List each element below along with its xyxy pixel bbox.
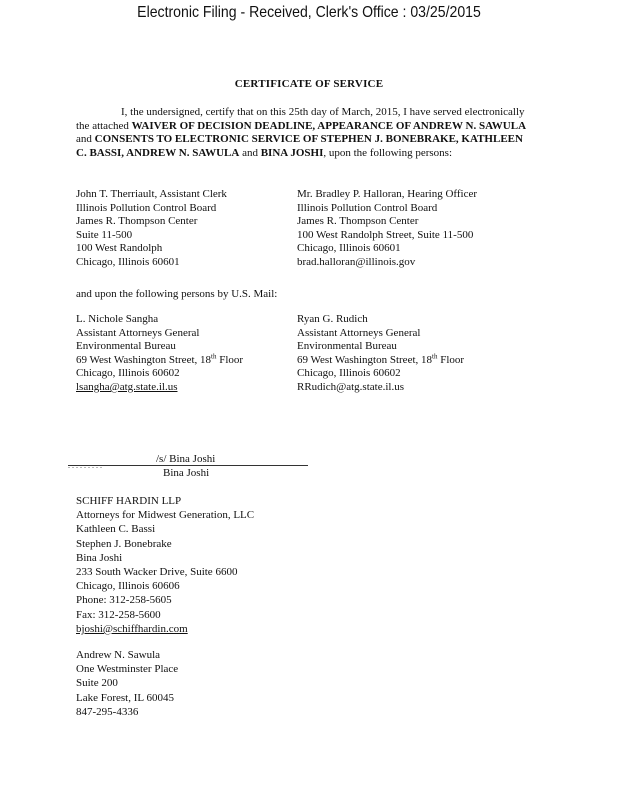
contact-line: Lake Forest, IL 60045 [76, 691, 174, 704]
intro-text-4: , upon the following persons: [323, 146, 453, 159]
address-line: Environmental Bureau [297, 340, 397, 353]
service-address-left [76, 188, 227, 270]
street-text: 69 West Washington Street, 18 [76, 353, 212, 366]
service-address-right [297, 188, 477, 270]
signature-line [68, 465, 308, 466]
ordinal-suffix: th [432, 352, 438, 361]
firm-phone: Phone: 312-258-5605 [76, 594, 172, 607]
address-line [297, 354, 464, 368]
address-line: James R. Thompson Center [76, 215, 198, 228]
firm-line: Stephen J. Bonebrake [76, 537, 172, 550]
address-line: Environmental Bureau [76, 340, 176, 353]
mail-address-right [297, 313, 464, 395]
address-line: Assistant Attorneys General [297, 326, 421, 339]
address-line: Chicago, Illinois 60601 [297, 242, 401, 255]
intro-text-1: I, the undersigned, certify that on this 25th day of March, 2015, I have served electronically the attached [76, 106, 525, 132]
mail-address-left [76, 313, 243, 395]
signature-dots: ......... [68, 461, 104, 470]
document-title: CERTIFICATE OF SERVICE [234, 78, 384, 90]
contact-line: Andrew N. Sawula [76, 649, 161, 661]
address-line: Suite 11-500 [76, 228, 133, 241]
certification-paragraph [76, 106, 526, 160]
firm-line: Bina Joshi [76, 551, 123, 564]
street-text: 69 West Washington Street, 18 [297, 353, 433, 366]
firm-name: SCHIFF HARDIN LLP [76, 495, 182, 507]
address-line: Assistant Attorneys General [76, 326, 200, 339]
electronic-signature: /s/ Bina Joshi [156, 453, 216, 465]
signer-name: Bina Joshi [163, 467, 210, 479]
intro-bold-3: BINA JOSHI [260, 146, 324, 159]
intro-bold-1: WAIVER OF DECISION DEADLINE, APPEARANCE OF ANDREW N. SAWULA [131, 119, 527, 132]
address-line: 100 West Randolph Street, Suite 11-500 [297, 228, 474, 241]
intro-text-2: and [76, 133, 95, 145]
sawula-block [76, 648, 178, 719]
mail-intro: and upon the following persons by U.S. Mail: [76, 288, 278, 300]
address-line: Chicago, Illinois 60602 [297, 367, 401, 380]
intro-bold-2: CONSENTS TO ELECTRONIC SERVICE OF STEPHEN J. BONEBRAKE, KATHLEEN C. BASSI, ANDREW N. SAWULA [76, 133, 523, 159]
address-line: Chicago, Illinois 60601 [76, 255, 180, 268]
address-line: Chicago, Illinois 60602 [76, 367, 180, 380]
address-line [76, 354, 243, 368]
firm-line: Attorneys for Midwest Generation, LLC [76, 509, 255, 522]
firm-line: Kathleen C. Bassi [76, 523, 156, 536]
address-line: Mr. Bradley P. Halloran, Hearing Officer [297, 188, 478, 200]
street-end: Floor [437, 353, 465, 366]
address-line: James R. Thompson Center [297, 215, 419, 228]
address-line: 100 West Randolph [76, 242, 163, 255]
ordinal-suffix: th [211, 352, 217, 361]
firm-line: 233 South Wacker Drive, Suite 6600 [76, 566, 238, 579]
contact-line: One Westminster Place [76, 663, 179, 676]
filing-stamp: Electronic Filing - Received, Clerk's Office : 03/25/2015 [137, 4, 481, 21]
email-address: brad.halloran@illinois.gov [297, 255, 416, 268]
address-line: Ryan G. Rudich [297, 313, 368, 325]
intro-text-3: and [239, 146, 261, 159]
address-line: John T. Therriault, Assistant Clerk [76, 188, 227, 200]
address-line: Illinois Pollution Control Board [76, 201, 217, 214]
email-link[interactable]: lsangha@atg.state.il.us [76, 380, 178, 393]
address-line: Illinois Pollution Control Board [297, 201, 438, 214]
street-end: Floor [216, 353, 244, 366]
firm-line: Chicago, Illinois 60606 [76, 580, 180, 593]
firm-fax: Fax: 312-258-5600 [76, 608, 161, 621]
contact-line: Suite 200 [76, 677, 118, 690]
contact-phone: 847-295-4336 [76, 705, 139, 718]
address-line: L. Nichole Sangha [76, 313, 159, 325]
firm-email-link[interactable]: bjoshi@schiffhardin.com [76, 622, 188, 635]
email-address: RRudich@atg.state.il.us [297, 380, 404, 393]
firm-block [76, 494, 254, 636]
